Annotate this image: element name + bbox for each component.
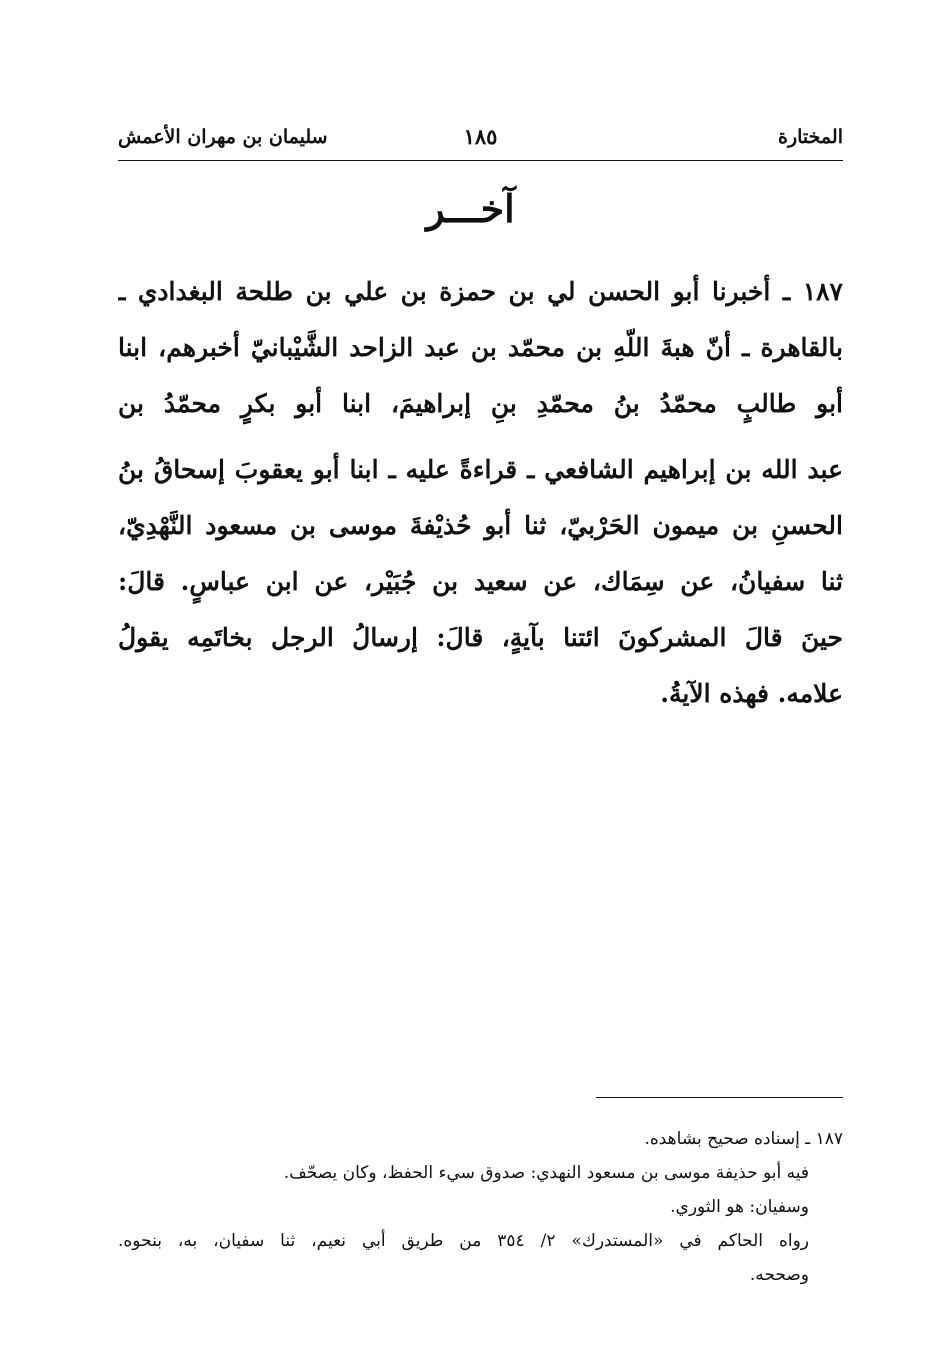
- page-number: ١٨٥: [463, 124, 498, 149]
- body-line: علامه. فهذه الآيةُ.: [660, 679, 843, 708]
- hadith-text: [118, 264, 843, 722]
- body-line: أبو طالبٍ محمّدُ بنُ محمّدِ بنِ إبراهيمَ، ابنا أبو بكرٍ محمّدُ بن: [118, 389, 843, 418]
- body-line: الحسنِ بن ميمون الحَرْبيّ، ثنا أبو حُذيْفةَ موسى بن مسعود النَّهْدِيّ،: [118, 511, 843, 540]
- section-title: آخـــر: [426, 186, 515, 231]
- footnote-line: وصححه.: [749, 1265, 809, 1285]
- body-line: ١٨٧ ـ أخبرنا أبو الحسن لي بن حمزة بن علي بن طلحة البغدادي ـ: [118, 277, 843, 306]
- body-line: ثنا سفيانُ، عن سِمَاك، عن سعيد بن جُبَيْر، عن ابن عباسٍ. قالَ:: [118, 567, 843, 596]
- footnote-line: ١٨٧ ـ إسناده صحيح بشاهده.: [644, 1129, 843, 1149]
- header-divider: [118, 160, 843, 161]
- running-header: [118, 122, 843, 158]
- footnote-divider: [596, 1097, 843, 1098]
- body-line: عبد الله بن إبراهيم الشافعي ـ قراءةً عليه ـ ابنا أبو يعقوبَ إسحاقُ بنُ: [118, 455, 843, 484]
- body-line: حينَ قالَ المشركونَ ائتنا بآيةٍ، قالَ: إرسالُ الرجل بخاتَمِه يقولُ: [118, 623, 843, 652]
- footnote-line: فيه أبو حذيفة موسى بن مسعود النهدي: صدوق سيء الحفظ، وكان يصحّف.: [283, 1163, 809, 1183]
- footnote-line: وسفيان: هو الثوري.: [670, 1197, 809, 1217]
- body-line: بالقاهرة ـ أنّ هبةَ اللّهِ بن محمّد بن عبد الزاحد الشَّيْبانيّ أخبرهم، ابنا: [118, 333, 843, 362]
- footnote-line: رواه الحاكم في «المستدرك» ٢/ ٣٥٤ من طريق أبي نعيم، ثنا سفيان، به، بنحوه.: [118, 1231, 810, 1251]
- footnotes: [118, 1122, 843, 1292]
- header-book-title: المختارة: [778, 126, 843, 148]
- header-chapter-title: سليمان بن مهران الأعمش: [118, 126, 328, 148]
